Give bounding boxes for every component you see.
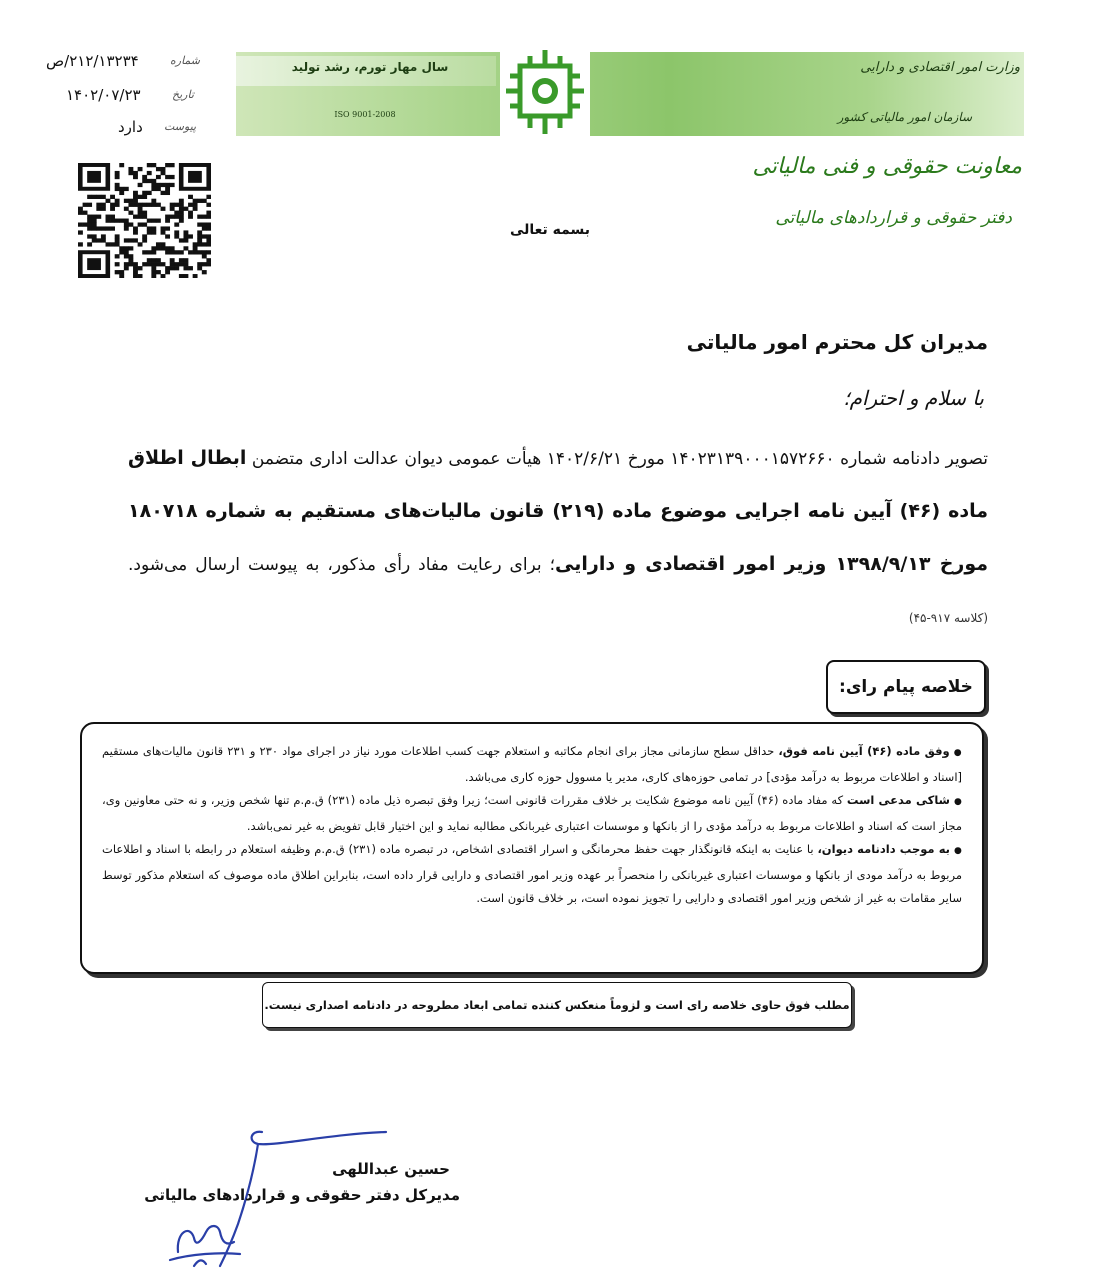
body-bold-text: ابطال اطلاق ماده (۴۶) آیین نامه اجرایی موضوع ماده (۲۱۹) قانون مالیات‌های مستقیم به شماره ۱۸۰۷۱۸ مورخ ۱۳۹۸/۹/۱۳ وزیر امور اقتصادی و دارایی [128,447,989,575]
summary-tab [826,660,986,714]
signer-title: مدیرکل دفتر حقوقی و قراردادهای مالیاتی [144,1186,460,1204]
year-slogan: سال مهار تورم، رشد تولید [291,60,449,74]
ministry-name: وزارت امور اقتصادی و دارایی [860,60,1020,75]
summary-item-lead: وفق ماده (۴۶) آیین نامه فوق، [778,744,950,758]
summary-item-lead: به موجب دادنامه دیوان، [817,842,950,856]
letter-body [128,432,988,644]
department-subtitle: دفتر حقوقی و قراردادهای مالیاتی [775,208,1012,228]
letter-date: ۱۴۰۲/۰۷/۲۳ [66,86,141,104]
qr-code [78,163,211,278]
organization-name: سازمان امور مالیاتی کشور [837,110,972,124]
body-text-2: ؛ برای رعایت مفاد رأی مذکور، به پیوست ارسال می‌شود. [128,555,556,575]
bullet-icon: ● [954,846,962,856]
letter-date-label: تاریخ [172,88,194,101]
disclaimer-box [262,982,852,1028]
letter-number-label: شماره [170,54,201,67]
bismillah: بسمه تعالی [509,222,591,238]
department-title: معاونت حقوقی و فنی مالیاتی [752,154,1022,179]
summary-item [102,740,962,789]
attachment-label: پیوست [164,120,197,133]
summary-item-text: حداقل سطح سازمانی مجاز برای انجام مکاتبه و استعلام جهت کسب اطلاعات مورد نیاز در اجرای مواد ۲۳۰ و ۲۳۱ قانون مالیات‌های مستقیم [اسناد و اطلاعات مربوط به درآمد مؤدی] در تمامی حوزه‌های کاری، مدیر یا مسوول حوزه کاری می‌باشد. [102,744,962,784]
summary-item-lead: شاکی مدعی است [846,793,950,807]
tax-organization-logo [500,44,590,140]
body-text-1: تصویر دادنامه شماره ۱۴۰۲۳۱۳۹۰۰۰۱۵۷۲۶۶۰ مورخ ۱۴۰۲/۶/۲۱ هیأت عمومی دیوان عدالت اداری متضمن [251,449,988,469]
greeting: با سلام و احترام؛ [843,386,984,410]
disclaimer-text: مطلب فوق حاوی خلاصه رای است و لزوماً منعکس کننده تمامی ابعاد مطروحه در دادنامه اصداری نیست. [264,998,850,1012]
addressee: مدیران کل محترم امور مالیاتی [686,330,988,354]
bullet-icon: ● [953,748,962,758]
reference-number: (کلاسه ۹۱۷-۴۵) [908,611,988,625]
letter-number: ۲۱۲/۱۳۲۳۴/ص [46,52,139,70]
attachment-value: دارد [118,118,143,136]
summary-item-text: با عنایت به اینکه قانونگذار جهت حفظ محرمانگی و اسرار اقتصادی اشخاص، در تبصره ماده (۲۳۱) ق.م.م وظیفه استعلام در رابطه با اسناد و اطلاعات مربوط به درآمد مودی از بانکها و موسسات اعتباری غیربانکی را منحصراً بر عهده وزیر امور اقتصادی و دارایی قرار داده است، بنابراین اطلاق ماده موصوف که استعلام مذکور توسط سایر مقامات به غیر از شخص وزیر امور اقتصادی و دارایی را تجویز نموده است، بر خلاف قانون است. [102,842,962,905]
bullet-icon: ● [953,797,963,807]
iso-label: ISO 9001-2008 [334,110,396,119]
signer-name: حسین عبداللهی [332,1160,450,1178]
summary-text [102,740,962,911]
summary-tab-label: خلاصه پیام رای: [839,677,973,697]
summary-item [102,838,962,911]
summary-item-text: که مفاد ماده (۴۶) آیین نامه موضوع شکایت بر خلاف مقررات قانونی است؛ زیرا وفق تبصره ذیل ماده (۲۳۱) ق.م.م تنها شخص وزیر، و نه حتی معاونین وی، مجاز است که اسناد و اطلاعات مربوط به درآمد مؤدی را از بانکها و موسسات اعتباری غیربانکی مطالبه نماید و این اختیار قابل تفویض به غیر نمی‌باشد. [102,793,962,833]
summary-item [102,789,962,838]
